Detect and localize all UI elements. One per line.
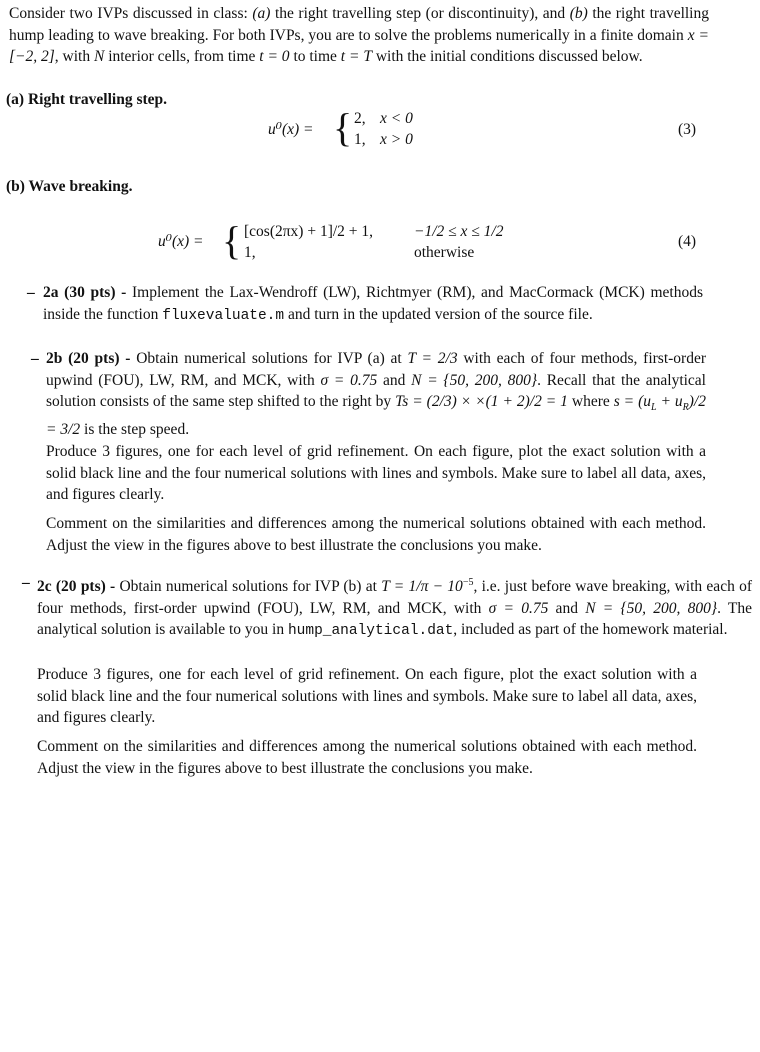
item-2c-para-comment: Comment on the similarities and differences among the numerical solutions obtained with each method. Adjust the view in the figures above to best illustrate the conclusions you make. — [37, 738, 697, 777]
ivp-a-label: (a) — [252, 5, 271, 22]
eq3-lhs: u⁰(x) = — [268, 121, 314, 138]
item-2a-text: 2a (30 pts) - Implement the Lax-Wendroff (LW), Richtmyer (RM), and MacCormack (MCK) methods inside the function fluxevaluate.m and turn in the updated version of the source file. — [43, 284, 703, 324]
domain-math: x = [−2, 2] — [9, 26, 710, 65]
item-2c-text: 2c (20 pts) - Obtain numerical solutions for IVP (b) at $T = 1/\pi - 10^{-5}$, i.e. just before wave breaking, with each of four methods, first-order upwind (FOU), LW, RM, and MCK, with σ = 0.75 and N = {50, 200, 800}. The analytical solution is available to you in hump_analytical.dat, included as part of the homework material. — [37, 577, 753, 640]
item-2b-dash: – — [31, 350, 39, 367]
code-hump-analytical: hump_analytical.dat — [287, 623, 454, 640]
eq4-lhs: u⁰(x) = — [158, 233, 204, 250]
section-b-heading: (b) Wave breaking. — [6, 178, 133, 195]
eq4-brace: { — [222, 218, 242, 263]
item-2a-label: 2a (30 pts) - — [43, 284, 127, 301]
eq3-number: (3) — [678, 121, 697, 138]
item-2c-dash: – — [22, 574, 30, 591]
item-2b-para-comment: Comment on the similarities and differences among the numerical solutions obtained with each method. Adjust the view in the figures above to best illustrate the conclusions you make. — [46, 515, 706, 554]
item-2b-label: 2b (20 pts) - — [46, 350, 131, 367]
intro-paragraph: Consider two IVPs discussed in class: (a) the right travelling step (or discontinuity), and (b) the right travelling hump leading to wave breaking. For both IVPs, you are to solve the problems numerically in a finite domain x = [−2, 2], with N interior cells, from time t = 0 to time t = T with the initial conditions discussed below. — [9, 5, 710, 65]
item-2a-dash: – — [27, 284, 35, 301]
item-2c-label: 2c (20 pts) - — [37, 578, 116, 596]
eq4-number: (4) — [678, 233, 697, 250]
item-2b-text: 2b (20 pts) - Obtain numerical solutions for IVP (a) at T = 2/3 with each of four methods, first-order upwind (FOU), LW, RM, and MCK, with σ = 0.75 and N = {50, 200, 800}. Recall that the analytical solution consists of the same step shifted to the right by Ts = (2/3) × ×(1 + 2)/2 = 1 where $s = (u_L + u_R)/2 = 3/2$ is the step speed. — [46, 350, 707, 438]
item-2b-para-figures: Produce 3 figures, one for each level of grid refinement. On each figure, plot the exact solution with a solid black line and the four numerical solutions with lines and symbols. Make sure to label all data, axes, and figures clearly. — [46, 443, 706, 503]
section-a-heading: (a) Right travelling step. — [6, 91, 168, 108]
eq3-brace: { — [333, 105, 353, 150]
ivp-b-label: (b) — [569, 5, 588, 22]
item-2c-para-figures: Produce 3 figures, one for each level of grid refinement. On each figure, plot the exact solution with a solid black line and the four numerical solutions with lines and symbols. Make sure to label all data, axes, and figures clearly. — [37, 666, 697, 726]
code-fluxevaluate: fluxevaluate.m — [162, 307, 285, 324]
